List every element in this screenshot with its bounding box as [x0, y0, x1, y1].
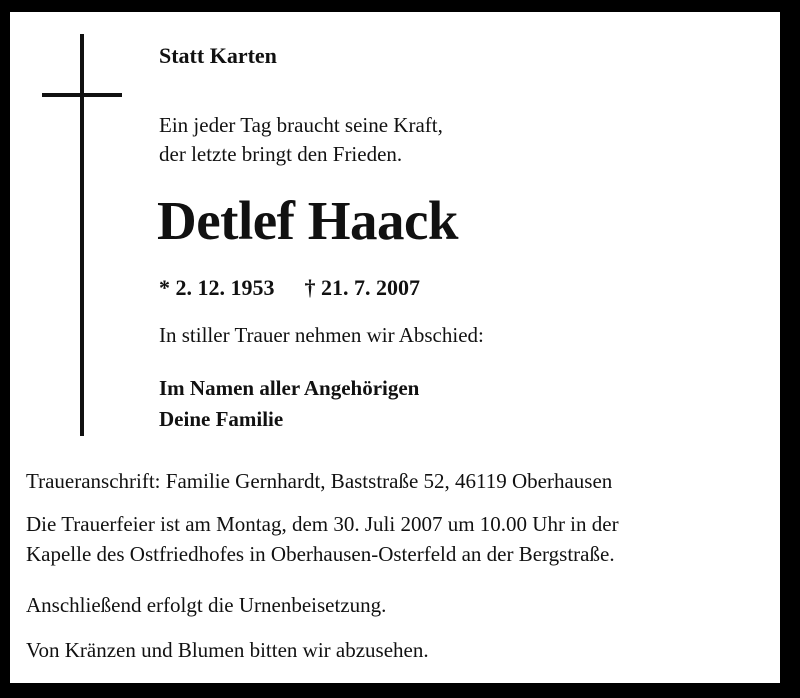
headline: Statt Karten — [159, 43, 277, 68]
motto — [159, 111, 443, 169]
mourning-address: Traueranschrift: Familie Gernhardt, Baststraße 52, 46119 Oberhausen — [26, 469, 613, 493]
signers — [159, 373, 419, 435]
death-date: † 21. 7. 2007 — [304, 275, 420, 300]
ceremony-line: Kapelle des Ostfriedhofes in Oberhausen-Osterfeld an der Bergstraße. — [26, 542, 615, 566]
life-dates — [159, 275, 420, 301]
deceased-name: Detlef Haack — [157, 190, 458, 251]
wreaths-request: Von Kränzen und Blumen bitten wir abzusehen. — [26, 638, 429, 662]
farewell-text: In stiller Trauer nehmen wir Abschied: — [159, 323, 484, 347]
ceremony-info — [26, 509, 619, 569]
motto-line: der letzte bringt den Frieden. — [159, 142, 403, 166]
birth-date: * 2. 12. 1953 — [159, 275, 275, 300]
obituary-notice — [10, 12, 780, 683]
cross-icon-bar — [42, 93, 122, 97]
ceremony-line: Die Trauerfeier ist am Montag, dem 30. Juli 2007 um 10.00 Uhr in der — [26, 512, 619, 536]
burial-info: Anschließend erfolgt die Urnenbeisetzung. — [26, 593, 387, 617]
motto-line: Ein jeder Tag braucht seine Kraft, — [159, 113, 443, 137]
signer-line: Im Namen aller Angehörigen — [159, 376, 420, 400]
signer-line: Deine Familie — [159, 407, 284, 431]
